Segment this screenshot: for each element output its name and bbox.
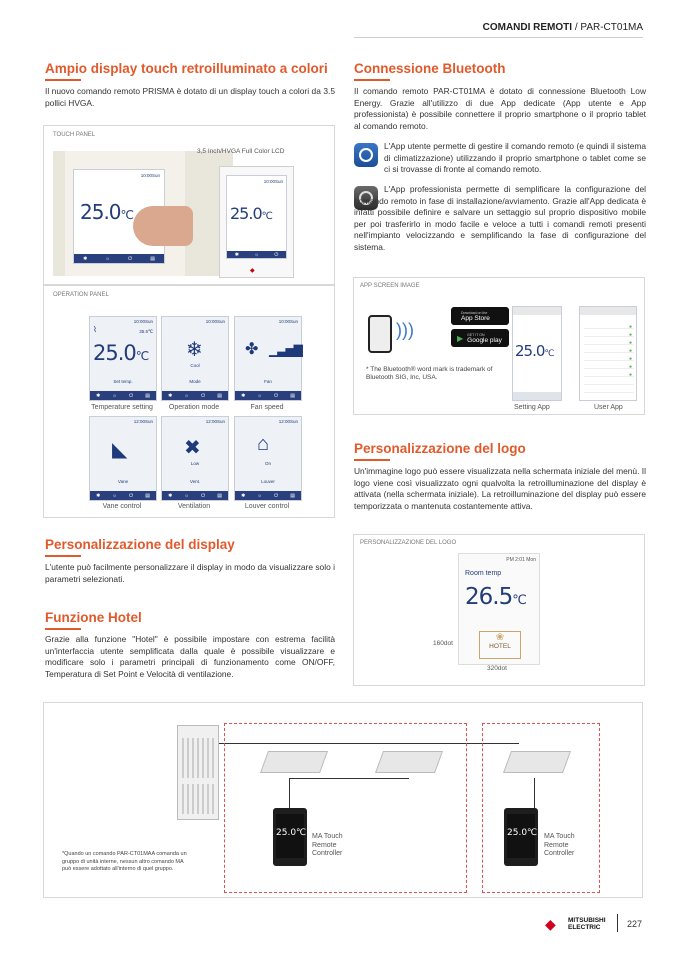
- section-text-display: Il nuovo comando remoto PRISMA è dotato di un display touch a colori da 3.5 pollici HVGA.: [45, 86, 335, 108]
- controller-label-1: MA Touch Remote Controller: [312, 833, 343, 857]
- caption-user-app: User App: [594, 404, 623, 411]
- lcd-caption: 3,5 Inch/HVGA Full Color LCD: [197, 148, 285, 155]
- controller-device: [219, 166, 294, 278]
- page-number: 227: [627, 919, 643, 929]
- title-underline: [45, 555, 81, 557]
- section-title-custom-display: Personalizzazione del display: [45, 537, 235, 552]
- fan-icon: ✤: [245, 341, 259, 358]
- caption-louver-control: Louver control: [244, 503, 290, 510]
- app-screen-label: APP SCREEN IMAGE: [360, 283, 420, 289]
- section-text-custom-display: L'utente può facilmente personalizzare il display in modo da visualizzare solo i parametri selezionati.: [45, 562, 335, 584]
- vane-icon: ◣: [112, 439, 128, 461]
- title-underline: [354, 79, 390, 81]
- caption-temperature-setting: Temperature setting: [91, 404, 153, 411]
- section-text-hotel: Grazie alla funzione "Hotel" è possibile impostare con estrema facilità un'interfaccia utente semplificata dalla quale è possibile visualizzare e modificare solo i parametri principali di funzionamento come ON/OFF, Temperatura di Set Point e Velocità di ventilazione.: [45, 634, 335, 679]
- mitsubishi-diamonds-icon: ◆: [545, 916, 556, 932]
- system-diagram: [43, 702, 643, 898]
- google-play-badge[interactable]: ▶ GET IT ON Google play: [451, 329, 509, 347]
- caption-operation-mode: Operation mode: [168, 404, 220, 411]
- ma-touch-remote-2: 25.0℃: [504, 808, 538, 866]
- caption-ventilation: Ventilation: [177, 503, 211, 510]
- section-text-bluetooth: Il comando remoto PAR-CT01MA è dotato di connessione Bluetooth Low Energy. Grazie all'utilizzo di due App dedicate (App utente e App professionista) è possibile connettere il proprio smartphone o il proprio tablet al comando remoto.: [354, 86, 646, 131]
- smartphone-icon: [368, 315, 392, 353]
- ventilation-icon: ✖: [184, 437, 201, 459]
- caption-fan-speed: Fan speed: [250, 404, 284, 411]
- section-title-hotel: Funzione Hotel: [45, 610, 142, 625]
- fan-level-icon: ▁▃▅▇: [269, 343, 302, 357]
- caption-setting-app: Setting App: [514, 404, 550, 411]
- user-app-text: L'App utente permette di gestire il comando remoto (e quindi il sistema di climatizzazione) utilizzando il proprio smartphone o tablet come se ci si trovasse di fronte al comando remoto.: [384, 141, 646, 175]
- wireless-signal-icon: ))): [396, 320, 414, 340]
- touch-photo: [53, 151, 233, 276]
- indoor-cassette-3: [503, 751, 571, 773]
- dim-width-label: 320dot: [487, 665, 507, 672]
- controller-screen: 10:00Sun 25.0℃ ✱ ☼ ⏻: [226, 175, 287, 259]
- wind-icon: ⌇: [93, 325, 97, 334]
- indoor-cassette-1: [260, 751, 328, 773]
- section-title-display: Ampio display touch retroilluminato a colori: [45, 61, 328, 76]
- logo-panel-label: PERSONALIZZAZIONE DEL LOGO: [360, 540, 457, 546]
- controller-label-2: MA Touch Remote Controller: [544, 833, 575, 857]
- louver-icon: ⌂: [257, 433, 270, 455]
- footer-divider: [617, 914, 618, 932]
- section-text-logo: Un'immagine logo può essere visualizzata nella schermata iniziale del menù. Il logo viene così visualizzato ogni qualvolta la retroilluminazione del display è attivata (nella schermata iniziale). La retroilluminazione del display può essere temporizzata o mantenuta costantemente attiva.: [354, 466, 646, 511]
- pro-app-text: L'App professionista permette di semplificare la configurazione del comando remoto in fase di installazione/avviamento. Grazie all'App dedicata è infatti possibile definire e salvare un settaggio sul proprio dispositivo mobile per poi trasferirlo in modo facile e veloce a tutti i comandi remoti presenti nell'impianto velocizzando e semplificando la fase di configurazione del sistema.: [354, 184, 646, 252]
- op-screen-mode: 10:00Sun ❄ Cool Mode ✱ ☼ ⏻ ▤: [161, 316, 229, 401]
- touch-panel-label: TOUCH PANEL: [53, 132, 96, 138]
- group-box-2: [482, 723, 600, 893]
- title-underline: [45, 628, 81, 630]
- outdoor-unit: [177, 725, 219, 820]
- app-store-badge[interactable]: Download on the App Store: [451, 307, 509, 325]
- user-app-screen: ● ● ● ● ● ● ●: [579, 306, 637, 401]
- finger-image: [133, 206, 193, 246]
- ma-touch-remote-1: 25.0℃: [273, 808, 307, 866]
- operation-panel-label: OPERATION PANEL: [53, 292, 109, 298]
- snowflake-icon: ❄: [186, 339, 203, 361]
- op-screen-vane: 12:00Sun ◣ Vane ✱ ☼ ⏻ ▤: [89, 416, 157, 501]
- page-header: COMANDI REMOTI / PAR-CT01MA: [482, 22, 643, 33]
- brand-name: MITSUBISHI ELECTRIC: [568, 917, 606, 931]
- section-title-logo: Personalizzazione del logo: [354, 441, 526, 456]
- op-screen-temperature: 10:00Sun ⌇ 35.5℃ 25.0℃ Set temp. ✱ ☼ ⏻ ▤: [89, 316, 157, 401]
- bluetooth-trademark-note: * The Bluetooth® word mark is trademark of Bluetooth SIG, Inc, USA.: [366, 366, 493, 381]
- touch-photo-screen: 10:00Sun 25.0℃ ✱ ☼ ⏻ ▤: [73, 169, 165, 264]
- app-screen-box: [353, 277, 645, 415]
- caption-vane-control: Vane control: [102, 503, 142, 510]
- section-title-bluetooth: Connessione Bluetooth: [354, 61, 506, 76]
- title-underline: [354, 459, 390, 461]
- logo-panel-box: [353, 534, 645, 686]
- op-screen-fan: 10:00Sun ✤ ▁▃▅▇ Fan ✱ ☼ ⏻ ▤: [234, 316, 302, 401]
- group-box-1: [224, 723, 467, 893]
- diagram-note: *Quando un comando PAR-CT01MAA comanda un gruppo di unità interne, nessun altro comando MA può essere adottato all'interno di quel gruppo.: [62, 851, 187, 872]
- dim-height-label: 160dot: [433, 640, 453, 647]
- operation-panel-box: [43, 285, 335, 518]
- op-screen-ventilation: 12:00Sun ✖ Low Vent. ✱ ☼ ⏻ ▤: [161, 416, 229, 501]
- header-rule: [354, 37, 643, 38]
- setting-app-screen: 25.0℃: [512, 306, 562, 401]
- user-app-icon: [354, 143, 378, 167]
- mitsubishi-logo-icon: ◆: [250, 268, 255, 274]
- touch-panel-box: [43, 125, 335, 285]
- indoor-cassette-2: [375, 751, 443, 773]
- hotel-logo-box: ❀ HOTEL: [479, 631, 521, 659]
- title-underline: [45, 79, 81, 81]
- logo-screen: PM 2:01 Mon Room temp 26.5℃ ❀ HOTEL: [458, 553, 540, 665]
- op-screen-louver: 12:00Sun ⌂ On Louver ✱ ☼ ⏻ ▤: [234, 416, 302, 501]
